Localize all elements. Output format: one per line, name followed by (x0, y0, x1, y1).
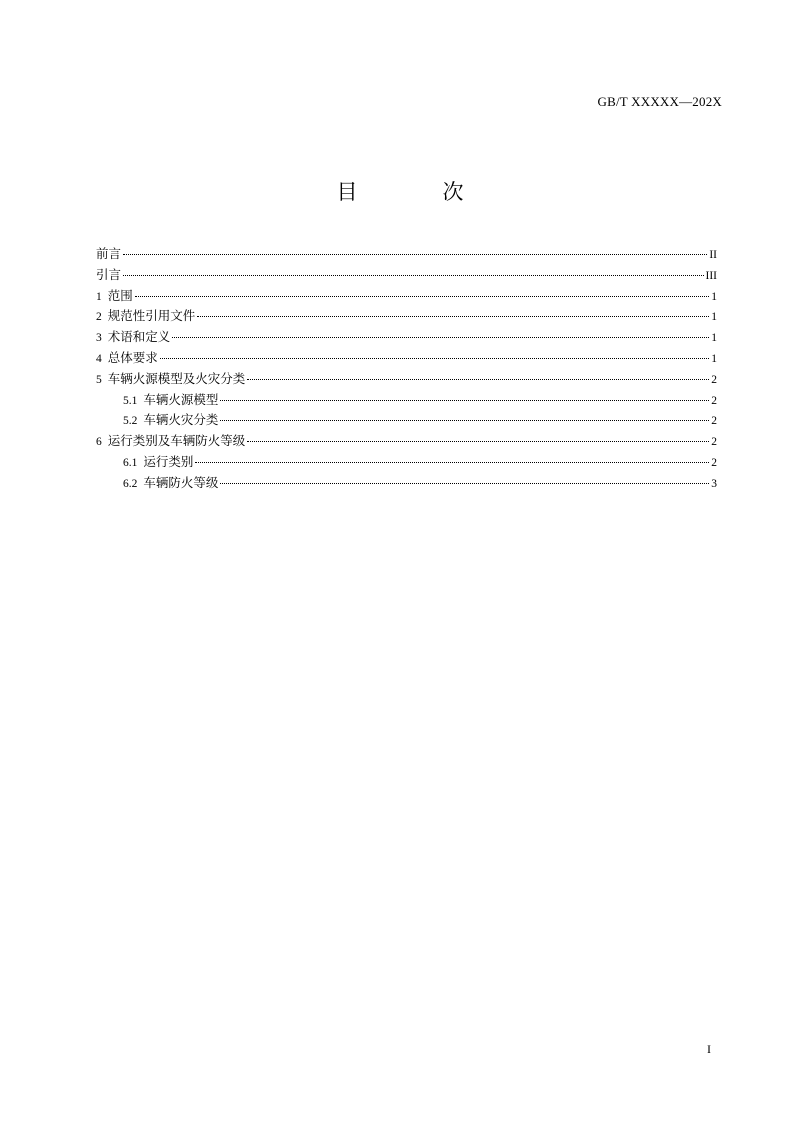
toc-entry-terms-definitions[interactable] (96, 327, 717, 348)
toc-title: 目 次 (336, 180, 496, 204)
toc-entry-number: 5 (96, 373, 102, 386)
toc-entry-introduction[interactable] (96, 265, 717, 286)
toc-entry-page: 1 (711, 290, 717, 303)
toc-entry-number: 6 (96, 436, 102, 449)
toc-dot-leader (123, 254, 707, 255)
toc-dot-leader (172, 337, 709, 338)
toc-entry-number: 1 (96, 290, 102, 303)
toc-entry-foreword[interactable] (96, 244, 717, 265)
toc-entry-text: 车辆火源模型 (143, 391, 219, 407)
toc-entry-text: 车辆防火等级 (143, 474, 219, 490)
toc-dot-leader (220, 420, 709, 421)
page-number: I (707, 1042, 711, 1056)
toc-entry-number: 4 (96, 352, 102, 365)
toc-entry-number: 6.1 (123, 456, 138, 469)
toc-entry-page: 2 (711, 415, 717, 428)
toc-entry-text: 术语和定义 (107, 329, 171, 345)
toc-entry-text: 范围 (107, 287, 133, 303)
toc-dot-leader (247, 441, 709, 442)
toc-dot-leader (123, 275, 703, 276)
toc-entry-number: 2 (96, 311, 102, 324)
toc-entry-page: 2 (711, 456, 717, 469)
toc-entry-number: 3 (96, 332, 102, 345)
toc-entry-fire-classification[interactable] (96, 410, 717, 431)
toc-entry-scope[interactable] (96, 286, 717, 307)
toc-entry-text: 运行类别 (143, 453, 194, 469)
toc-entry-fire-source-model[interactable] (96, 390, 717, 411)
toc-dot-leader (135, 296, 709, 297)
toc-entry-text: 前言 (96, 246, 122, 261)
toc-entry-text: 总体要求 (107, 349, 158, 365)
standard-code-header: GB/T XXXXX—202X (597, 94, 722, 109)
toc-entry-general-requirements[interactable] (96, 348, 717, 369)
toc-entry-text: 车辆火灾分类 (143, 412, 219, 428)
toc-entry-text: 规范性引用文件 (107, 308, 196, 324)
toc-entry-operation-category-fire-grade[interactable] (96, 431, 717, 452)
toc-dot-leader (220, 400, 709, 401)
toc-entry-page: 2 (711, 394, 717, 407)
toc-entry-page: III (705, 269, 717, 282)
toc-entry-text: 引言 (96, 266, 122, 282)
toc-entry-normative-references[interactable] (96, 306, 717, 327)
toc-entry-page: 1 (711, 311, 717, 324)
toc-entry-number: 5.1 (123, 394, 138, 407)
toc-entry-number: 6.2 (123, 477, 138, 490)
toc-entry-page: 1 (711, 352, 717, 365)
toc-entry-text: 车辆火源模型及火灾分类 (107, 370, 246, 386)
toc-dot-leader (160, 358, 709, 359)
toc-entry-text: 运行类别及车辆防火等级 (107, 433, 246, 449)
toc-dot-leader (197, 316, 709, 317)
toc-entry-page: II (709, 249, 717, 261)
toc-entry-page: 1 (711, 332, 717, 345)
toc-entry-page: 3 (711, 477, 717, 490)
toc-entry-number: 5.2 (123, 415, 138, 428)
toc-entry-fire-source-model-classification[interactable] (96, 369, 717, 390)
toc-dot-leader (195, 462, 709, 463)
toc-entry-page: 2 (711, 436, 717, 449)
toc-dot-leader (220, 483, 709, 484)
toc-entry-fire-protection-grade[interactable] (96, 473, 717, 494)
toc-entry-page: 2 (711, 373, 717, 386)
toc-entry-operation-category[interactable] (96, 452, 717, 473)
table-of-contents (96, 244, 717, 494)
toc-dot-leader (247, 379, 709, 380)
